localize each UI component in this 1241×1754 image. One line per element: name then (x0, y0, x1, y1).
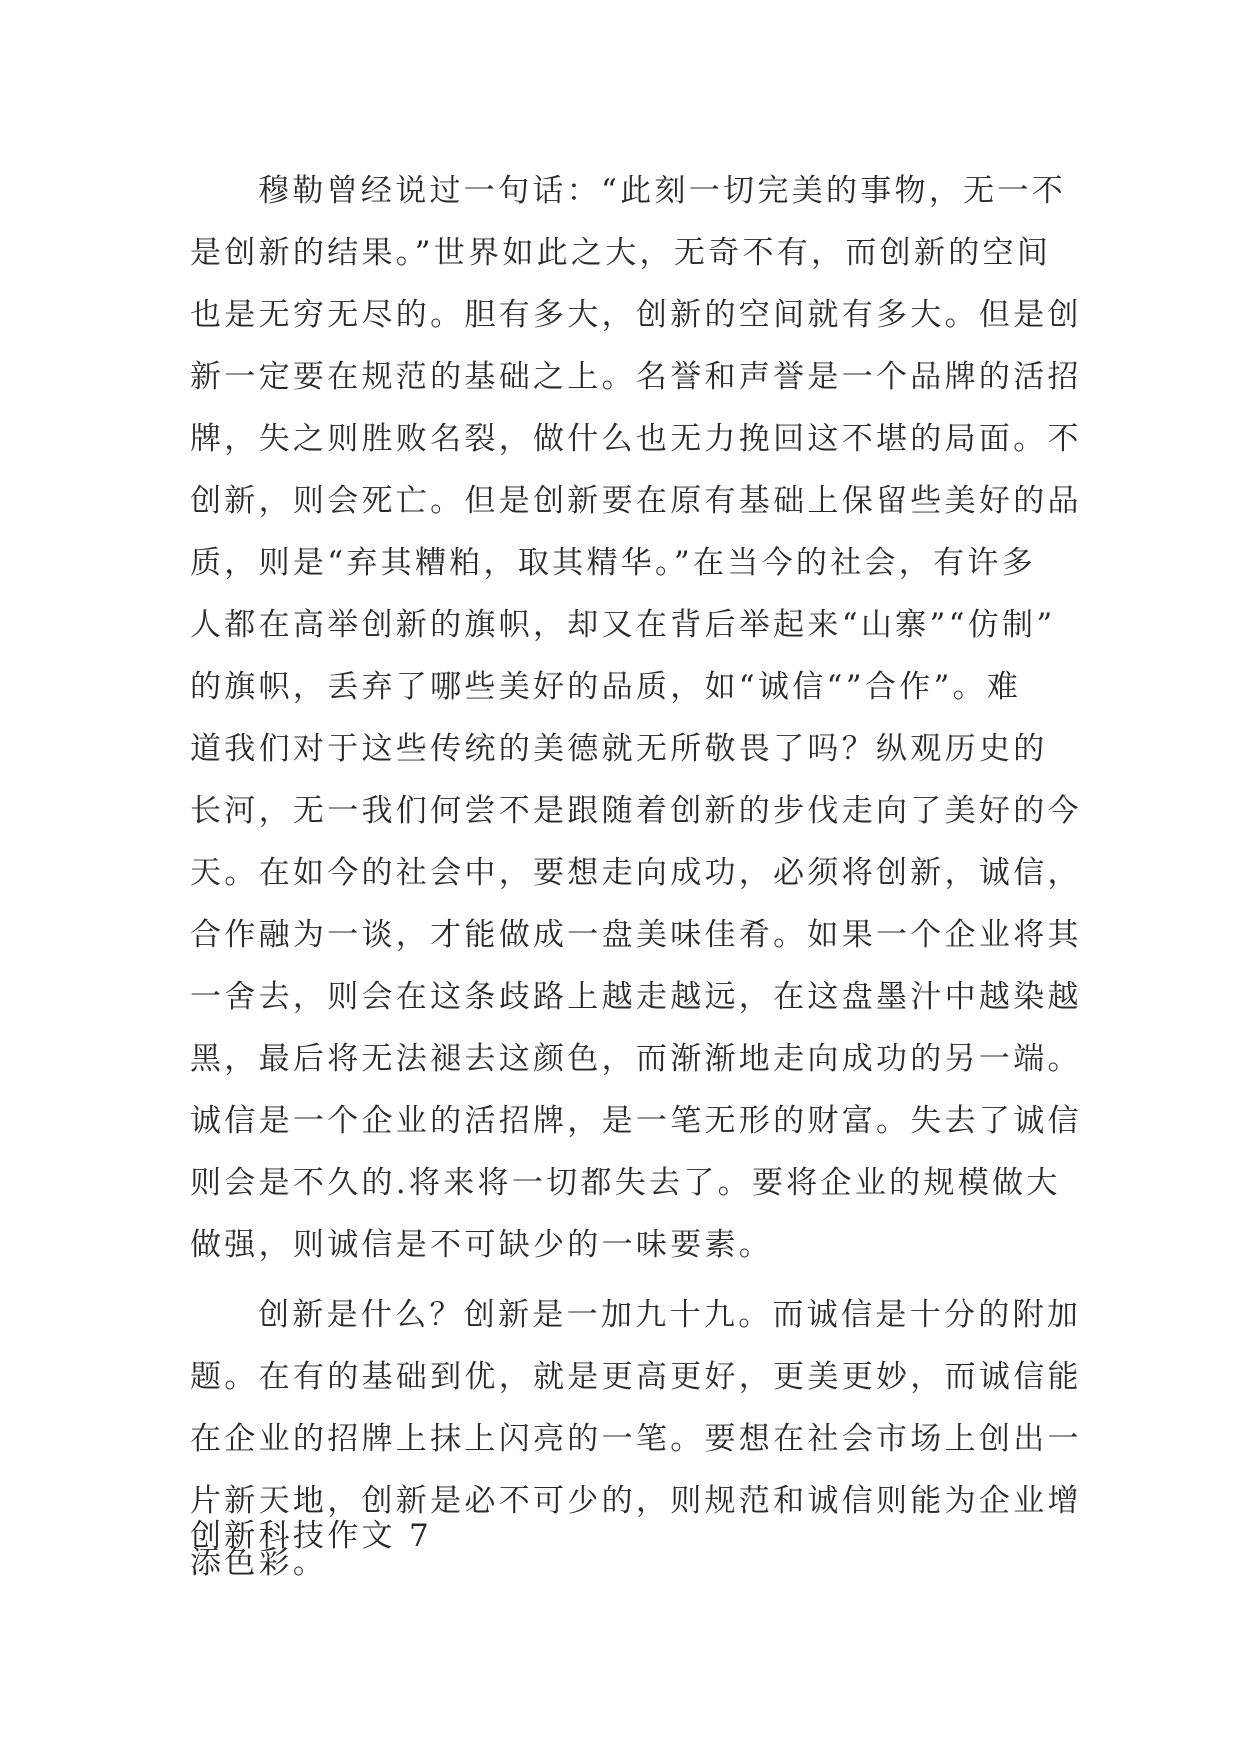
paragraph-line: 天。在如今的社会中，要想走向成功，必须将创新，诚信， (190, 855, 1082, 891)
paragraph-line: 穆勒曾经说过一句话：“此刻一切完美的事物，无一不 (258, 173, 1067, 209)
paragraph-line: 片新天地，创新是必不可少的，则规范和诚信则能为企业增 (190, 1483, 1082, 1519)
paragraph-line: 道我们对于这些传统的美德就无所敬畏了吗？纵观历史的 (190, 731, 1048, 767)
paragraph-line: 质，则是“弃其糟粕，取其精华。”在当今的社会，有许多 (190, 545, 1036, 581)
paragraph-line: 诚信是一个企业的活招牌，是一笔无形的财富。失去了诚信 (190, 1103, 1082, 1139)
paragraph-line: 黑，最后将无法褪去这颜色，而渐渐地走向成功的另一端。 (190, 1041, 1082, 1077)
paragraph-line: 也是无穷无尽的。胆有多大，创新的空间就有多大。但是创 (190, 297, 1082, 333)
paragraph-line: 添色彩。 (190, 1545, 328, 1581)
paragraph-line: 长河，无一我们何尝不是跟随着创新的步伐走向了美好的今 (190, 793, 1082, 829)
paragraph-line: 则会是不久的.将来将一切都失去了。要将企业的规模做大 (190, 1165, 1061, 1201)
paragraph-line: 一舍去，则会在这条歧路上越走越远，在这盘墨汁中越染越 (190, 979, 1082, 1015)
paragraph-line: 合作融为一谈，才能做成一盘美味佳肴。如果一个企业将其 (190, 917, 1082, 953)
body-text (190, 160, 1082, 1594)
paragraph-line: 创新是什么？创新是一加九十九。而诚信是十分的附加 (258, 1297, 1082, 1333)
paragraph-line: 是创新的结果。”世界如此之大，无奇不有，而创新的空间 (190, 235, 1052, 271)
paragraph-line: 新一定要在规范的基础之上。名誉和声誉是一个品牌的活招 (190, 359, 1082, 395)
paragraph-line: 题。在有的基础到优，就是更高更好，更美更妙，而诚信能 (190, 1359, 1082, 1395)
paragraph-line: 人都在高举创新的旗帜，却又在背后举起来“山寨”“仿制” (190, 607, 1056, 643)
section-heading: 创新科技作文 7 (190, 1518, 432, 1554)
paragraph-line: 创新，则会死亡。但是创新要在原有基础上保留些美好的品 (190, 483, 1082, 519)
paragraph-line: 做强，则诚信是不可缺少的一味要素。 (190, 1227, 774, 1263)
paragraph-line: 的旗帜，丢弃了哪些美好的品质，如“诚信“”合作”。难 (190, 669, 1022, 705)
paragraph-line: 在企业的招牌上抹上闪亮的一笔。要想在社会市场上创出一 (190, 1421, 1082, 1457)
paragraph-line: 牌，失之则胜败名裂，做什么也无力挽回这不堪的局面。不 (190, 421, 1082, 457)
paragraph-1 (190, 160, 1082, 1276)
